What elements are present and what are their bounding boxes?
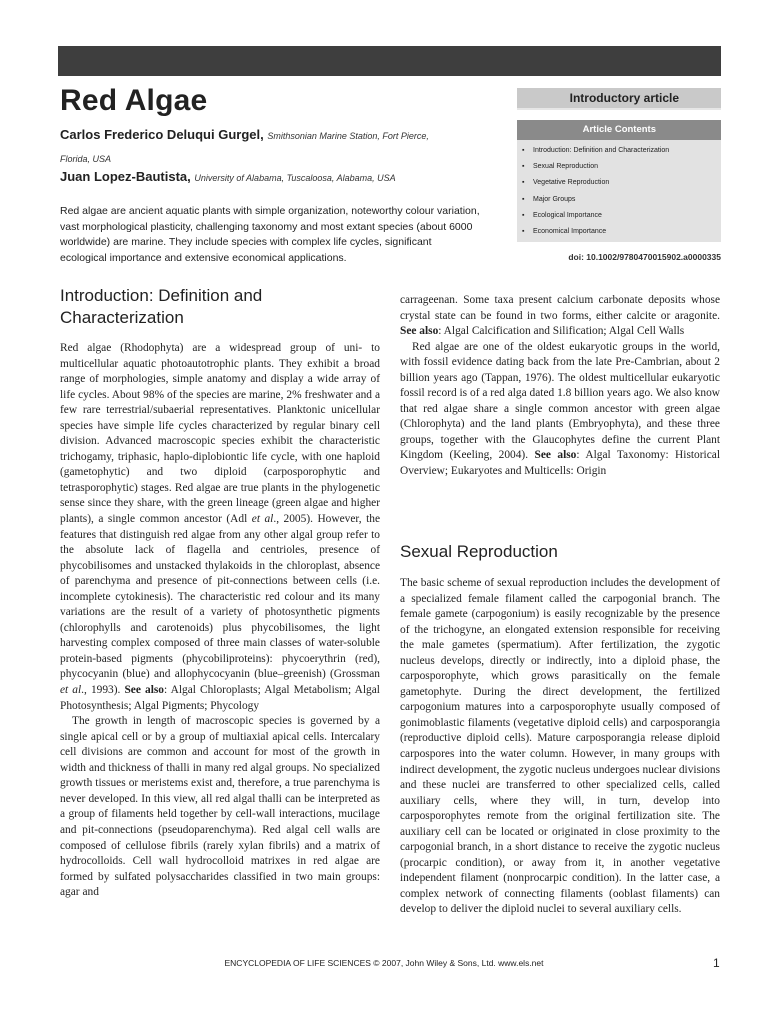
contents-list bbox=[517, 140, 721, 242]
intro-paragraph-2: The growth in length of macroscopic species is governed by a single apical cell or by a group of multiaxial apical cells. Intercalary cell divisions are common and account for most of the growth in width and thickness of thalli in many red algal groups. No specialized growth tissues or meristems exist and, therefore, a true parenchyma is never developed. In this view, all red algal thalli can be interpreted as a group of filaments held together by cell-wall interactions, mucilage and pit-connections (pseudoparenchyma). Red algal cell walls are composed of cellulose fibrils (rarely xylan fibrils) and a matrix of hydrocolloids. Cell wall hydrocolloid matrixes in red algae are formed by sulfated polysaccharides classified in two main groups: agar and bbox=[60, 715, 380, 899]
contents-item[interactable]: ▪ Vegetative Reproduction bbox=[517, 175, 721, 191]
see-also-link: See also bbox=[400, 325, 439, 338]
contents-item[interactable]: ▪ Sexual Reproduction bbox=[517, 159, 721, 175]
page-number: 1 bbox=[713, 956, 720, 970]
contents-item[interactable]: ▪ Economical Importance bbox=[517, 224, 721, 240]
column-left bbox=[60, 341, 380, 901]
abstract: Red algae are ancient aquatic plants with simple organization, noteworthy colour variation, vast morphological plasticity, challenging taxonomy and most extant species (about 6000 worldwide) are marine. They include species with complex life cycles, significant ecological importance and extensive economical applications. bbox=[60, 205, 480, 264]
contents-title: Article Contents bbox=[517, 120, 721, 140]
contents-item[interactable]: ▪ Major Groups bbox=[517, 192, 721, 208]
author-1-affiliation-cont: Florida, USA bbox=[60, 154, 112, 164]
footer-copyright: ENCYCLOPEDIA OF LIFE SCIENCES © 2007, John Wiley & Sons, Ltd. www.els.net bbox=[224, 958, 544, 968]
contents-item[interactable]: ▪ Introduction: Definition and Characterization bbox=[517, 143, 721, 159]
author-1-affiliation: Smithsonian Marine Station, Fort Pierce, bbox=[267, 131, 429, 141]
author-2-affiliation: University of Alabama, Tuscaloosa, Alabama, USA bbox=[194, 173, 396, 183]
section-heading-sexual: Sexual Reproduction bbox=[400, 542, 558, 561]
article-type-badge: Introductory article bbox=[517, 88, 721, 110]
contents-item[interactable]: ▪ Ecological Importance bbox=[517, 208, 721, 224]
see-also-link: See also bbox=[124, 684, 164, 697]
article-title: Red Algae bbox=[60, 84, 208, 117]
section-heading-intro: Introduction: Definition and Characterization bbox=[60, 286, 263, 327]
intro-paragraph-4: Red algae are one of the oldest eukaryotic groups in the world, with fossil evidence dating back from the late Pre-Cambrian, about 2 billion years ago (Tappan, 1976). The oldest multicellular eukaryotic fossil record is of a red alga dated 1.8 billion years ago. We also know that red algae share a single common ancestor with green algae (Chlorophyta) and the land plants (Embryophyta), and these three groups, together with the Glaucophytes define the current Plant Kingdom (Keeling, 2004). See also: Algal Taxonomy: Historical Overview; Eukaryotes and Multicells: Origin bbox=[400, 340, 720, 478]
column-right-bottom bbox=[400, 576, 720, 918]
author-2 bbox=[60, 166, 480, 189]
author-1 bbox=[60, 124, 480, 170]
doi[interactable]: doi: 10.1002/9780470015902.a0000335 bbox=[568, 252, 721, 262]
sexual-paragraph-1: The basic scheme of sexual reproduction includes the development of a specialized female filament called the carpogonial branch. The female gamete (carpogonium) is easily recognizable by the presence of the trichogyne, an elongated extension responsible for receiving the male gametes (spermatium). After fertilization, the zygotic nucleus develops, directly or indirectly, into a diploid phase, the carposporophyte, which grows parasitically on the female gametophyte. During the direct development, the fertilized carpogonium matures into a carposporophyte usually composed of gonimoblastic filaments (vegetative diploid cells) and carposporangia (reproductive diploid cells). Mature carposporangia release diploid carpospores into the water column. However, in many groups with indirect development, the zygotic nucleus undergoes nuclear divisions and these nuclei are transferred to other specialized cells, called auxiliary cells, where they will, in turn, develop into carposporophytes remote from the original fertilization site. The auxiliary cell can be located or originated in close proximity to the carpogonial branch, in a short distance to receive the zygotic nucleus (procarpic condition), or away from it, in another vegetative independent filament (nonprocarpic condition). In the latter case, a complex network of connecting filaments (ooblast filaments) can develop to deliver the diploid nuclei to several auxiliary cells. bbox=[400, 577, 720, 916]
author-1-name: Carlos Frederico Deluqui Gurgel, bbox=[60, 127, 264, 142]
intro-paragraph-1: Red algae (Rhodophyta) are a widespread group of uni- to multicellular aquatic photoautotrophic plants. They exhibit a broad range of morphologies, simple anatomy and display a wide array of life cycles. About 98% of the species are marine, 2% freshwater and a few rare terrestrial/subaerial representatives. Planktonic unicellular species have simple life cycles characterized by regular binary cell division. Advanced macroscopic species exhibit the characteristic trichogamy, triphasic, haplo-diplobiontic life cycle, with one haploid (gametophytic) and two diploid (carposporophytic and tetrasporophytic) stages. Red algae are true plants in the phylogenetic sense since they share, with the green lineage (green algae and higher plants), a single common ancestor (Adl et al., 2005). However, the features that distinguish red algae from any other algal group refer to the absolute lack of flagella and centrioles, presence of phycobilisomes and unstacked thylakoids in the chloroplast, absence of parenchyma and presence of pit-connections between cells (i.e. incomplete cytokinesis). The characteristic red colour and its many variations are the result of a variety of photosynthetic pigments (chlorophylls and carotenoids) plus phycobilisomes, the light harvesting complex composed of three main classes of water-soluble protein-based pigments (phycobiliproteins): phycoerythrin (red), phycocyanin (blue) and allophycocyanin (blue–greenish) (Grossman et al., 1993). See also: Algal Chloroplasts; Algal Metabolism; Algal Photosynthesis; Algal Pigments; Phycology bbox=[60, 342, 380, 712]
author-2-name: Juan Lopez-Bautista, bbox=[60, 169, 191, 184]
intro-paragraph-3: carrageenan. Some taxa present calcium carbonate deposits whose crystal state can be found in two forms, either calcite or aragonite. See also: Algal Calcification and Silification; Algal Cell Walls bbox=[400, 294, 720, 338]
column-right-top bbox=[400, 293, 720, 480]
header-bar bbox=[58, 46, 721, 76]
see-also-link: See also bbox=[534, 449, 577, 462]
